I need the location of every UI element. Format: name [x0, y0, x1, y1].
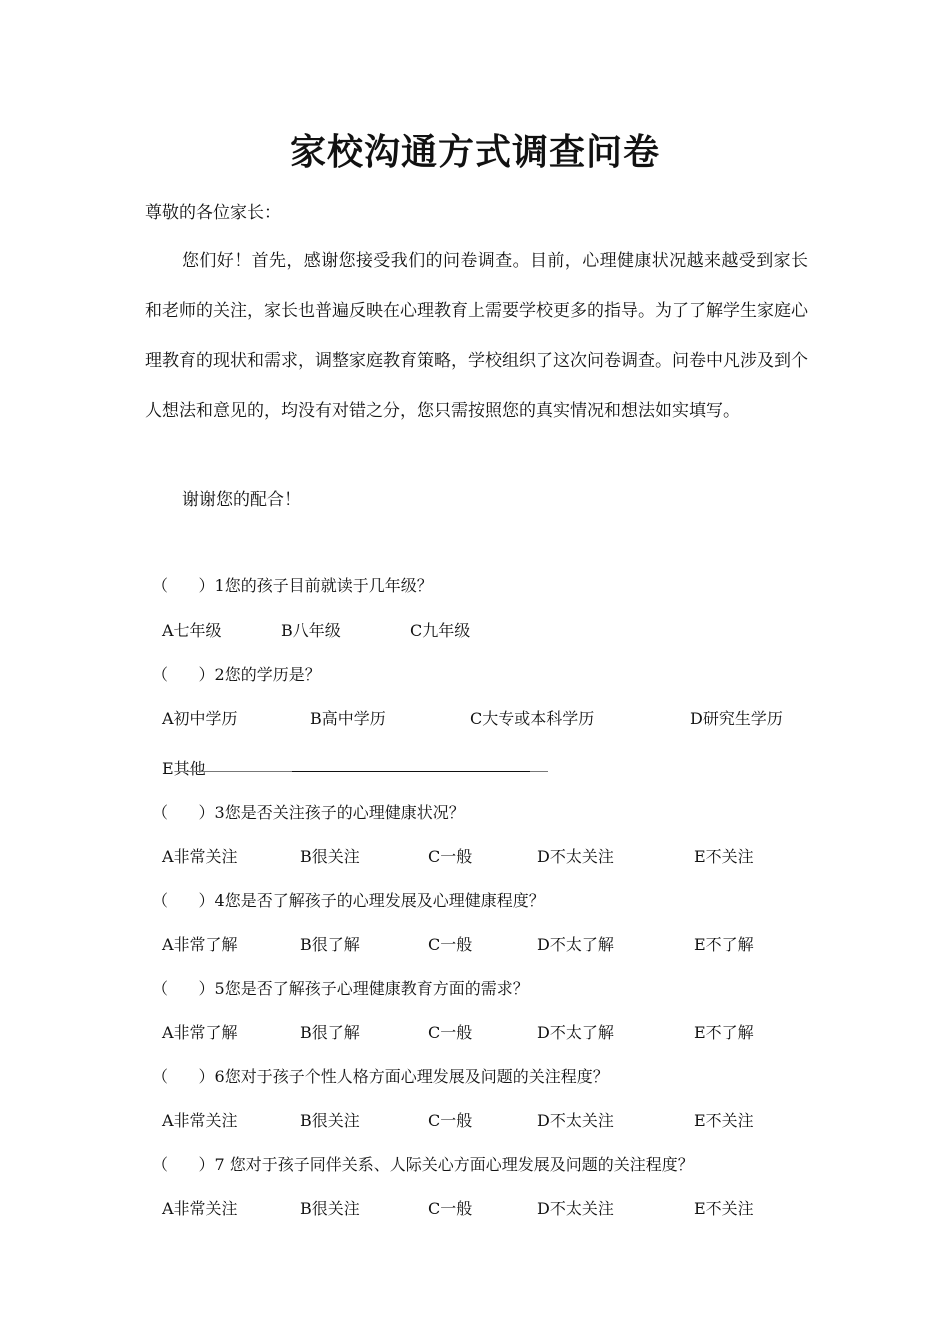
q4-option-a: A非常了解: [162, 935, 238, 954]
q3-option-d: D不太关注: [537, 847, 614, 866]
q4-option-d: D不太了解: [537, 935, 614, 954]
q2-option-b: B高中学历: [310, 709, 386, 728]
q6-option-e: E不关注: [694, 1111, 754, 1130]
intro-paragraph: 您们好！首先，感谢您接受我们的问卷调查。目前，心理健康状况越来越受到家长和老师的关注，家长也普遍反映在心理教育上需要学校更多的指导。为了了解学生家庭心理教育的现状和需求，调整家庭教育策略，学校组织了这次问卷调查。问卷中凡涉及到个人想法和意见的，均没有对错之分，您只需按照您的真实情况和想法如实填写。: [145, 251, 808, 421]
question-5: （ ）5您是否了解孩子心理健康教育方面的需求？: [152, 979, 529, 998]
question-2: （ ）2您的学历是？: [152, 665, 321, 684]
salutation: 尊敬的各位家长：: [145, 203, 281, 223]
q7-option-b: B很关注: [300, 1199, 360, 1218]
q6-option-c: C一般: [428, 1111, 473, 1130]
q3-option-c: C一般: [428, 847, 473, 866]
q1-option-b: B八年级: [281, 621, 341, 640]
q1-option-c: C九年级: [410, 621, 471, 640]
q6-option-a: A非常关注: [162, 1111, 238, 1130]
question-1: （ ）1您的孩子目前就读于几年级？: [152, 576, 433, 595]
q7-option-e: E不关注: [694, 1199, 754, 1218]
q2-option-c: C大专或本科学历: [470, 709, 595, 728]
document-title: 家校沟通方式调查问卷: [289, 131, 660, 173]
q3-option-b: B很关注: [300, 847, 360, 866]
q6-option-d: D不太关注: [537, 1111, 614, 1130]
q5-option-a: A非常了解: [162, 1023, 238, 1042]
q2-option-d: D研究生学历: [690, 709, 783, 728]
q3-option-a: A非常关注: [162, 847, 238, 866]
q4-option-c: C一般: [428, 935, 473, 954]
q5-option-c: C一般: [428, 1023, 473, 1042]
question-3: （ ）3您是否关注孩子的心理健康状况？: [152, 803, 465, 822]
question-6: （ ）6您对于孩子个性人格方面心理发展及问题的关注程度？: [152, 1067, 609, 1086]
q2-other-underline: [292, 771, 530, 772]
q5-option-b: B很了解: [300, 1023, 360, 1042]
q7-option-d: D不太关注: [537, 1199, 614, 1218]
q7-option-a: A非常关注: [162, 1199, 238, 1218]
question-4: （ ）4您是否了解孩子的心理发展及心理健康程度？: [152, 891, 545, 910]
q6-option-b: B很关注: [300, 1111, 360, 1130]
q5-option-e: E不了解: [694, 1023, 754, 1042]
question-7: （ ）7 您对于孩子同伴关系、人际关心方面心理发展及问题的关注程度？: [152, 1155, 694, 1174]
q2-option-e: E其他: [162, 759, 206, 778]
q3-option-e: E不关注: [694, 847, 754, 866]
q4-option-b: B很了解: [300, 935, 360, 954]
q2-option-a: A初中学历: [162, 709, 238, 728]
thanks-line: 谢谢您的配合！: [182, 490, 301, 510]
q1-option-a: A七年级: [162, 621, 222, 640]
q4-option-e: E不了解: [694, 935, 754, 954]
q7-option-c: C一般: [428, 1199, 473, 1218]
q5-option-d: D不太了解: [537, 1023, 614, 1042]
